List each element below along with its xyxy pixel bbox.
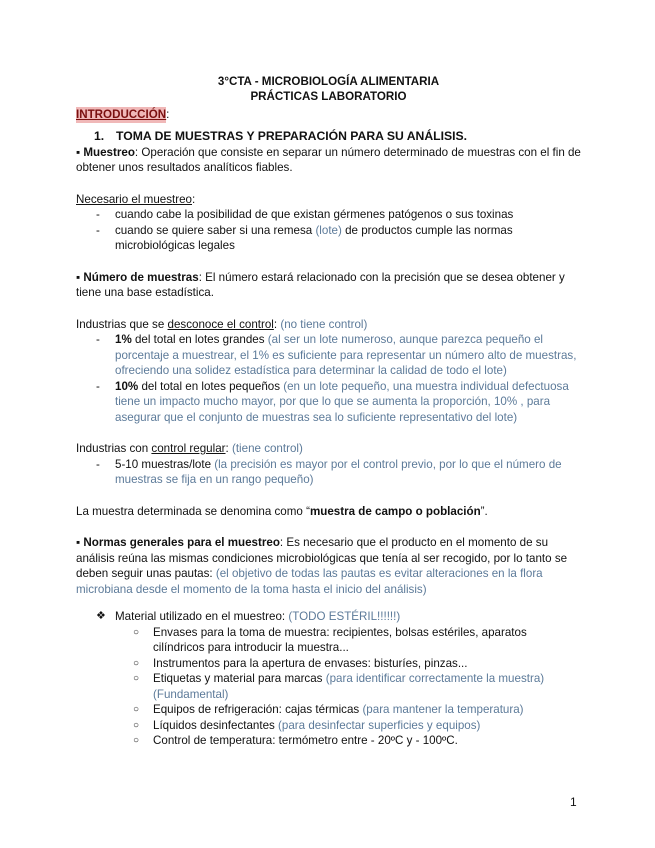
section-number: 1. bbox=[94, 128, 105, 143]
normas-note: (el objetivo de todas las pautas es evitar alteraciones en la flora microbiana desde el momento de la toma hasta el inicio del análisis) bbox=[76, 567, 543, 596]
regular-note: (tiene control) bbox=[231, 442, 303, 455]
list-item-text: Equipos de refrigeración: cajas térmicas bbox=[153, 703, 363, 716]
dash-marker: - bbox=[96, 223, 100, 237]
desconoce-underlined: desconoce el control bbox=[167, 317, 274, 331]
regular-prefix: Industrias con bbox=[76, 442, 152, 455]
circle-bullet-icon: ○ bbox=[133, 657, 140, 669]
circle-bullet-icon: ○ bbox=[133, 673, 140, 684]
desconoce-list bbox=[76, 332, 581, 425]
list-item-text: Control de temperatura: termómetro entre - 20ºC y - 100ºC. bbox=[153, 734, 458, 747]
muestreo-term: Muestreo bbox=[83, 145, 135, 159]
circle-bullet-icon: ○ bbox=[133, 719, 140, 731]
list-item-note: (al ser un lote numeroso, aunque parezca pequeño el porcentaje a muestrear, el 1% es suficiente para representar un número alto de muestras, ofreciendo una solidez estadística para determinar la calidad de todo el lote) bbox=[115, 333, 577, 377]
section-title: TOMA DE MUESTRAS Y PREPARACIÓN PARA SU ANÁLISIS. bbox=[116, 128, 467, 143]
square-bullet-icon: ▪ bbox=[76, 270, 81, 284]
list-item-text: Envases para la toma de muestra: recipientes, bolsas estériles, aparatos cilíndricos para introducir la muestra... bbox=[153, 625, 527, 654]
list-item-note: (para identificar correctamente la muestra) (Fundamental) bbox=[153, 672, 545, 701]
list-item-note: (para desinfectar superficies y equipos) bbox=[278, 718, 481, 732]
list-item-note: (en un lote pequeño, una muestra individual defectuosa tiene un impacto mucho mayor, por que lo que se aumenta la proporción, 10% , para asegurar que el conjunto de muestras sea lo suficiente representativo del lote) bbox=[115, 379, 569, 424]
list-item-text: Líquidos desinfectantes bbox=[153, 718, 279, 732]
dash-marker: - bbox=[96, 333, 100, 346]
necesario-list bbox=[76, 207, 581, 254]
numero-definition: : El número estará relacionado con la precisión que se desea obtener y tiene una base estadística. bbox=[76, 270, 565, 299]
square-bullet-icon: ▪ bbox=[76, 145, 81, 159]
list-item bbox=[115, 671, 581, 702]
necesario-heading-text: Necesario el muestreo bbox=[76, 192, 192, 206]
list-item bbox=[76, 379, 581, 426]
list-item bbox=[115, 625, 581, 656]
page-number: 1 bbox=[570, 795, 577, 809]
regular-heading bbox=[76, 441, 581, 457]
title-line-course: 3°CTA - MICROBIOLOGÍA ALIMENTARIA bbox=[217, 75, 440, 88]
circle-bullet-icon: ○ bbox=[133, 735, 140, 746]
regular-list bbox=[76, 457, 581, 488]
list-item bbox=[76, 457, 581, 488]
list-item bbox=[115, 718, 581, 734]
necesario-heading-colon: : bbox=[192, 192, 196, 206]
desconoce-prefix: Industrias que se bbox=[76, 317, 168, 331]
diamond-bullet-icon: ❖ bbox=[96, 610, 106, 622]
material-sublist bbox=[115, 625, 581, 749]
necesario-heading bbox=[76, 192, 581, 208]
document-title bbox=[76, 74, 581, 104]
section-heading bbox=[94, 128, 581, 145]
dash-marker: - bbox=[96, 379, 100, 393]
intro-heading: INTRODUCCIÓN bbox=[76, 108, 167, 121]
list-item-percent: 10% bbox=[115, 379, 139, 393]
regular-underlined: control regular bbox=[151, 442, 226, 455]
normas-term: Normas generales para el muestreo bbox=[83, 536, 280, 549]
determinada-paragraph bbox=[76, 504, 581, 520]
circle-bullet-icon: ○ bbox=[133, 626, 140, 638]
list-item-text: del total en lotes pequeños bbox=[138, 379, 284, 393]
list-item bbox=[76, 207, 581, 223]
intro-colon: : bbox=[166, 108, 170, 121]
numero-paragraph bbox=[76, 270, 581, 301]
normas-paragraph bbox=[76, 535, 581, 597]
intro-heading-row bbox=[76, 104, 581, 123]
title-line-practices: PRÁCTICAS LABORATORIO bbox=[250, 90, 407, 103]
material-item bbox=[76, 609, 581, 749]
list-item-note: (para mantener la temperatura) bbox=[362, 703, 524, 716]
material-text: Material utilizado en el muestreo: bbox=[115, 610, 289, 623]
determinada-bold: muestra de campo o población bbox=[309, 504, 481, 518]
desconoce-suffix: : bbox=[273, 317, 281, 331]
desconoce-note: (no tiene control) bbox=[280, 317, 368, 331]
list-item-text: Etiquetas y material para marcas bbox=[153, 672, 326, 685]
regular-suffix: : bbox=[225, 442, 232, 455]
list-item bbox=[115, 656, 581, 672]
muestreo-paragraph bbox=[76, 145, 581, 176]
circle-bullet-icon: ○ bbox=[133, 704, 140, 715]
list-item-text: cuando cabe la posibilidad de que existan gérmenes patógenos o sus toxinas bbox=[115, 208, 514, 221]
document-page bbox=[76, 74, 581, 749]
determinada-text: La muestra determinada se denomina como “ bbox=[76, 504, 310, 518]
list-item-text: Instrumentos para la apertura de envases: bisturíes, pinzas... bbox=[153, 656, 468, 670]
list-item-note: (lote) bbox=[315, 223, 342, 237]
numero-term: Número de muestras bbox=[83, 270, 199, 284]
list-item-text-cont: de productos cumple las normas microbiológicas legales bbox=[115, 223, 513, 252]
list-item bbox=[76, 223, 581, 254]
material-note: (TODO ESTÉRIL!!!!!!) bbox=[288, 610, 401, 623]
dash-marker: - bbox=[96, 457, 100, 471]
determinada-end: ”. bbox=[480, 504, 488, 518]
list-item-note: (la precisión es mayor por el control previo, por lo que el número de muestras se fija en un rango pequeño) bbox=[115, 457, 562, 486]
normas-definition: : Es necesario que el producto en el momento de su análisis reúna las mismas condiciones microbiológicas que tenía al ser recogido, por lo tanto se deben seguir unas pautas: bbox=[76, 536, 568, 580]
list-item bbox=[76, 332, 581, 379]
list-item-percent: 1% bbox=[115, 333, 132, 346]
list-item bbox=[115, 702, 581, 718]
list-item-text: del total en lotes grandes bbox=[131, 333, 268, 346]
list-item-text: cuando se quiere saber si una remesa bbox=[115, 223, 316, 237]
list-item-text: 5-10 muestras/lote bbox=[115, 457, 215, 471]
dash-marker: - bbox=[96, 208, 100, 221]
square-bullet-icon: ▪ bbox=[76, 536, 81, 549]
muestreo-definition: : Operación que consiste en separar un número determinado de muestras con el fin de obtener unos resultados analíticos fiables. bbox=[76, 145, 581, 174]
desconoce-heading bbox=[76, 317, 581, 333]
list-item bbox=[115, 733, 581, 749]
